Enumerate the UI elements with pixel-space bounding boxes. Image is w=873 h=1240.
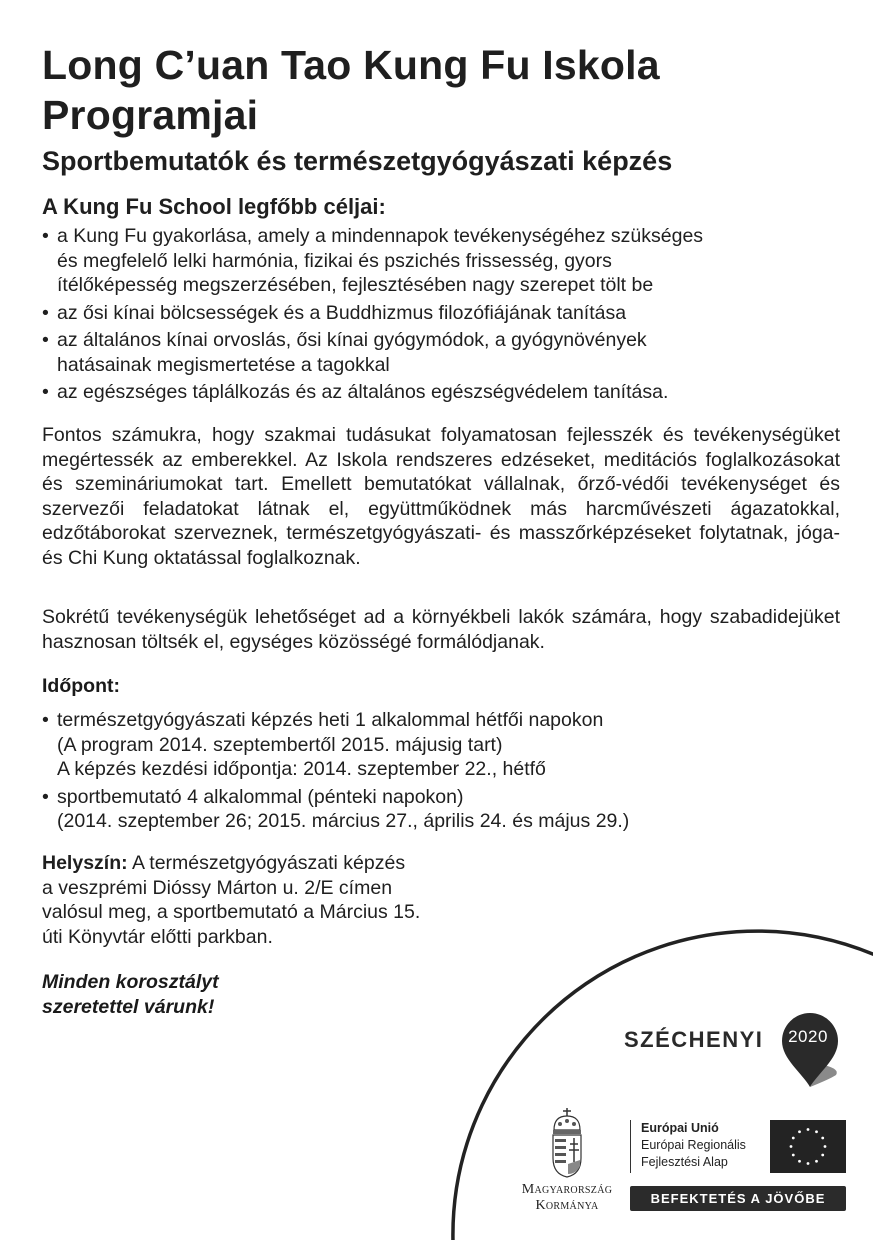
community-paragraph: Sokrétű tevékenységük lehetőséget ad a környékbeli lakók számára, hogy szabadidejüket hasznosan töltsék el, egységes közösségé formálódjanak.: [42, 606, 840, 653]
eu-star-icon: [798, 1160, 801, 1163]
schedule-item-line: természetgyógyászati képzés heti 1 alkalommal hétfői napokon: [57, 709, 604, 731]
eu-star-icon: [821, 1137, 824, 1140]
venue-line: a veszprémi Dióssy Márton u. 2/E címen: [42, 876, 393, 899]
venue-line: úti Könyvtár előtti parkban.: [42, 925, 273, 948]
eu-line: Európai Unió: [641, 1121, 719, 1135]
title-line-2: Programjai: [42, 92, 259, 138]
eu-star-icon: [798, 1130, 801, 1133]
goal-item-line: ítélőképesség megszerzésében, fejlesztésében nagy szerepet tölt be: [57, 274, 654, 296]
map-pin-icon: [780, 1013, 840, 1088]
page-subtitle: Sportbemutatók és természetgyógyászati képzés: [42, 146, 673, 176]
venue-line: valósul meg, a sportbemutató a Március 15.: [42, 901, 421, 923]
goals-heading: A Kung Fu School legfőbb céljai:: [42, 194, 386, 219]
eu-star-icon: [807, 1162, 810, 1165]
welcome-line: szeretettel várunk!: [42, 995, 215, 1018]
eu-flag-icon: [770, 1120, 846, 1173]
slogan-banner: BEFEKTETÉS A JÖVŐBE: [630, 1186, 846, 1211]
goal-item-line: az általános kínai orvoslás, ősi kínai gyógymódok, a gyógynövények: [57, 329, 647, 351]
venue-line: A természetgyógyászati képzés: [127, 852, 406, 874]
government-line: Magyarország: [521, 1182, 613, 1197]
eu-star-icon: [807, 1128, 810, 1131]
eu-line: Európai Regionális: [641, 1138, 746, 1152]
schedule-item-line: A képzés kezdési időpontja: 2014. szeptember 22., hétfő: [57, 758, 546, 780]
goal-item-line: a Kung Fu gyakorlása, amely a mindennapok tevékenységéhez szükséges: [57, 225, 704, 247]
szechenyi-year: 2020: [788, 1027, 828, 1046]
goal-item-line: az egészséges táplálkozás és az általános egészségvédelem tanítása.: [57, 381, 669, 403]
government-line: Kormánya: [535, 1198, 599, 1213]
title-line-1: Long C’uan Tao Kung Fu Iskola: [42, 42, 660, 88]
description-paragraph: Fontos számukra, hogy szakmai tudásukat folyamatosan fejlesszék és tevékenységüket megértessék az emberekkel. Az Iskola rendszeres edzéseket, meditációs foglalkozásokat és szemináriumokat tart. Emellett bemutatókat vállalnak, őrző-védői tevékenységet és szervezői feladatokat látnak el, együttműködnek más harcművészeti ágazatokkal, edzőtáborokat szerveznek, természetgyógyászati- és masszőrképzéseket folytatnak, jóga- és Chi Kung oktatással foglalkoznak.: [42, 424, 840, 569]
goal-item-line: és megfelelő lelki harmónia, fizikai és pszichés frissesség, gyors: [57, 249, 612, 272]
eu-star-icon: [815, 1130, 818, 1133]
government-logo: [508, 1108, 626, 1214]
eu-star-icon: [790, 1145, 793, 1148]
schedule-item-line: (2014. szeptember 26; 2015. március 27., április 24. és május 29.): [57, 810, 630, 832]
eu-star-icon: [821, 1154, 824, 1157]
goal-item-line: hatásainak megismertetése a tagokkal: [57, 353, 390, 376]
eu-star-icon: [792, 1137, 795, 1140]
eu-star-icon: [815, 1160, 818, 1163]
eu-text: [630, 1120, 746, 1173]
coat-of-arms-icon: [550, 1108, 584, 1178]
government-name: [508, 1182, 626, 1214]
eu-star-icon: [792, 1154, 795, 1157]
schedule-heading: Időpont:: [42, 675, 120, 697]
schedule-item-line: sportbemutató 4 alkalommal (pénteki napokon): [57, 785, 464, 808]
szechenyi-text: SZÉCHENYI: [624, 1027, 764, 1052]
schedule-item-line: (A program 2014. szeptembertől 2015. májusig tart): [57, 733, 503, 756]
goal-item-line: az ősi kínai bölcsességek és a Buddhizmus filozófiájának tanítása: [57, 301, 627, 324]
eu-star-icon: [824, 1145, 827, 1148]
szechenyi-2020-logo: [624, 1013, 844, 1088]
eu-line: Fejlesztési Alap: [641, 1155, 728, 1169]
venue-label: Helyszín:: [42, 852, 128, 874]
welcome-line: Minden korosztályt: [42, 971, 219, 993]
